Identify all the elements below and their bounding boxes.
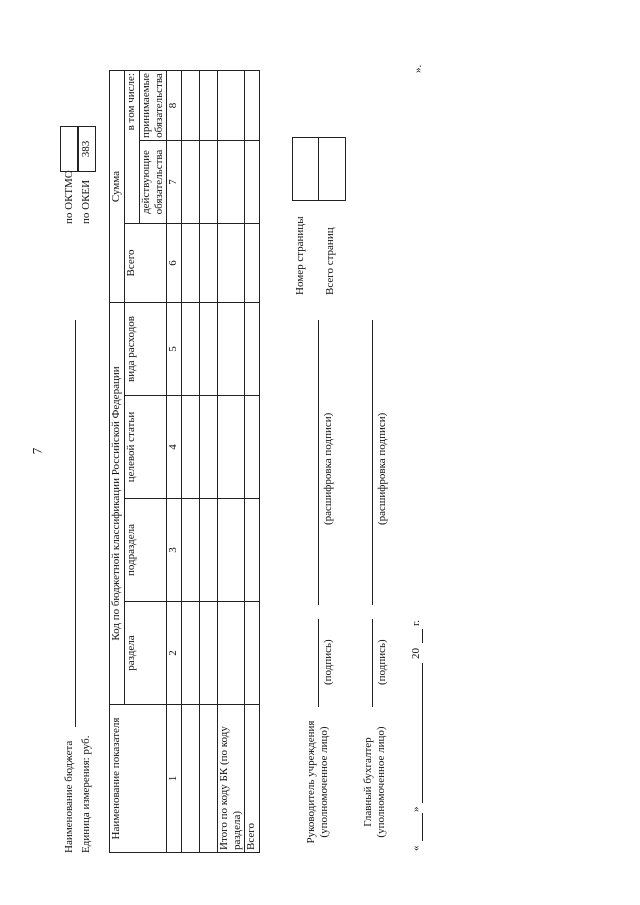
head-decoding-line[interactable] (318, 320, 319, 605)
table-cell[interactable] (245, 303, 260, 396)
head-signature-caption: (подпись) (322, 639, 334, 685)
budget-name-label: Наименование бюджета (63, 740, 75, 853)
report-form (60, 50, 440, 855)
col-number: 8 (167, 71, 182, 141)
row-total: Всего (245, 705, 260, 853)
table-cell[interactable] (200, 602, 218, 705)
table-cell[interactable] (218, 499, 245, 602)
table-cell[interactable] (200, 303, 218, 396)
head-label: Руководитель учреждения (уполномоченное лицо) (305, 720, 330, 844)
closing-quote: ». (412, 64, 424, 73)
oktmo-label: по ОКТМО (63, 170, 75, 224)
table-cell[interactable] (182, 705, 200, 853)
accountant-decoding-line[interactable] (372, 320, 373, 605)
date-open-quote: « (410, 845, 422, 851)
col-number: 5 (167, 303, 182, 396)
accountant-decoding-caption: (расшифровка подписи) (376, 412, 388, 525)
date-month-field[interactable] (422, 663, 423, 803)
table-cell[interactable] (218, 224, 245, 303)
table-cell[interactable] (200, 224, 218, 303)
table-cell[interactable] (182, 71, 200, 141)
table-cell[interactable] (200, 499, 218, 602)
col-number: 3 (167, 499, 182, 602)
header-indicator: Наименование показателя (110, 705, 167, 853)
budget-table (109, 70, 260, 853)
header-target: целевой статьи (125, 396, 167, 499)
col-number: 7 (167, 141, 182, 224)
page-box-divider (318, 138, 319, 200)
row-total-bk: Итого по коду БК (по коду раздела) (218, 705, 245, 853)
date-year-prefix: 20 (410, 648, 422, 659)
col-number: 6 (167, 224, 182, 303)
head-decoding-caption: (расшифровка подписи) (322, 412, 334, 525)
table-cell[interactable] (182, 303, 200, 396)
table-cell[interactable] (182, 141, 200, 224)
accountant-signature-caption: (подпись) (376, 639, 388, 685)
okei-label: по ОКЕИ (80, 179, 92, 224)
header-subsection: подраздела (125, 499, 167, 602)
budget-name-field[interactable] (75, 320, 76, 727)
page-number-box[interactable] (292, 137, 346, 201)
table-cell[interactable] (245, 602, 260, 705)
table-cell[interactable] (182, 602, 200, 705)
header-sum-group: Сумма (110, 71, 125, 303)
table-cell[interactable] (218, 602, 245, 705)
page-number-label: Номер страницы (294, 216, 306, 295)
table-cell[interactable] (200, 141, 218, 224)
col-number: 4 (167, 396, 182, 499)
page-number: 7 (29, 447, 45, 455)
head-signature-line[interactable] (318, 619, 319, 707)
table-cell[interactable] (245, 224, 260, 303)
table-cell[interactable] (218, 141, 245, 224)
table-cell[interactable] (245, 141, 260, 224)
accountant-signature-line[interactable] (372, 619, 373, 707)
table-cell[interactable] (200, 396, 218, 499)
table-cell[interactable] (245, 71, 260, 141)
header-existing: действующие обязательства (140, 141, 167, 224)
table-cell[interactable] (182, 499, 200, 602)
col-number: 1 (167, 705, 182, 853)
table-cell[interactable] (245, 396, 260, 499)
date-year-field[interactable] (422, 629, 423, 643)
accountant-label: Главный бухгалтер (уполномоченное лицо) (362, 726, 387, 838)
table-cell[interactable] (245, 499, 260, 602)
table-cell[interactable] (218, 396, 245, 499)
header-total: Всего (125, 224, 167, 303)
table-cell[interactable] (182, 224, 200, 303)
okei-value: 383 (80, 140, 92, 158)
table-cell[interactable] (218, 303, 245, 396)
header-expense-type: вида расходов (125, 303, 167, 396)
table-cell[interactable] (182, 396, 200, 499)
header-section: раздела (125, 602, 167, 705)
date-suffix: г. (410, 619, 422, 626)
table-cell[interactable] (218, 71, 245, 141)
unit-label: Единица измерения: руб. (80, 735, 92, 853)
total-pages-label: Всего страниц (324, 227, 336, 295)
header-bk-group: Код по бюджетной классификации Российской Федерации (110, 303, 125, 705)
okei-code-box (77, 126, 96, 172)
date-close-quote: » (410, 806, 422, 812)
header-including: в том числе: (125, 71, 140, 224)
table-cell[interactable] (200, 705, 218, 853)
col-number: 2 (167, 602, 182, 705)
date-day-field[interactable] (422, 813, 423, 841)
table-cell[interactable] (200, 71, 218, 141)
header-accepted: принимаемые обязательства (140, 71, 167, 141)
